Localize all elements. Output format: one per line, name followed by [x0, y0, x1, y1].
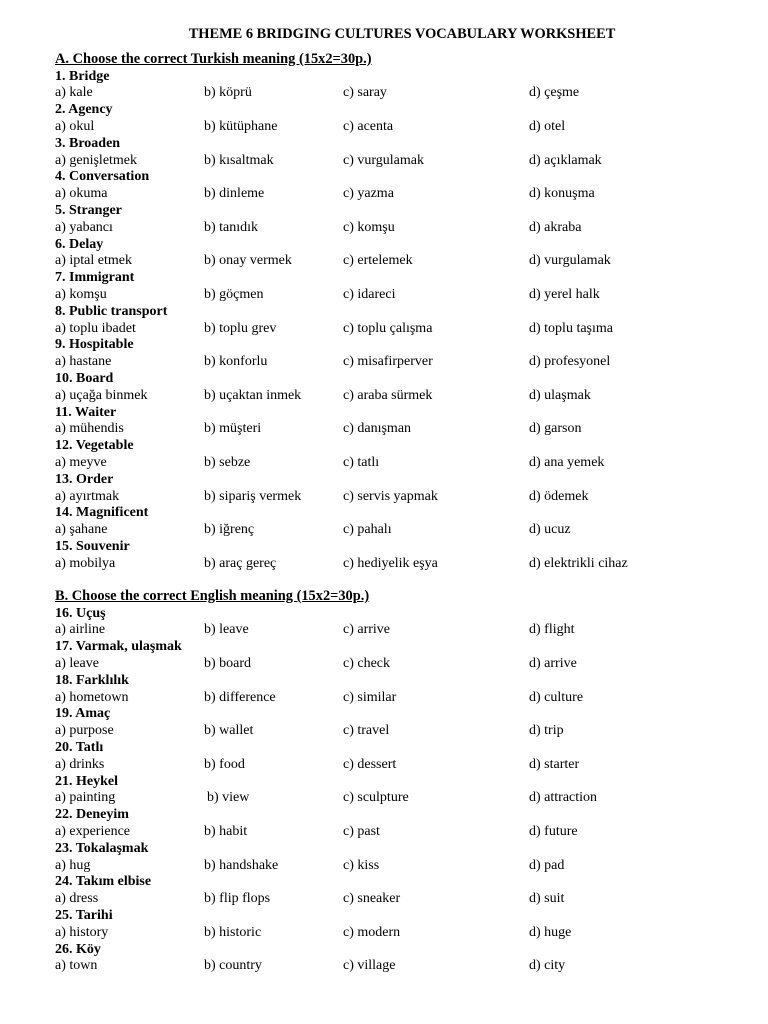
answer-option: c) servis yapmak: [343, 488, 438, 504]
answer-option: c) dessert: [343, 756, 397, 772]
answer-option: a) mobilya: [55, 555, 116, 571]
answer-option: a) toplu ibadet: [55, 320, 136, 336]
answer-option: a) purpose: [55, 723, 114, 739]
answer-option: d) attraction: [529, 790, 598, 806]
question-label: 5. Stranger: [55, 202, 122, 218]
question-label: 12. Vegetable: [55, 438, 134, 454]
answer-option: b) kısaltmak: [204, 152, 274, 168]
answer-option: b) göçmen: [204, 286, 264, 302]
answer-option: b) tanıdık: [204, 219, 259, 235]
answer-option: d) arrive: [529, 655, 577, 671]
answer-option: d) pad: [529, 857, 565, 873]
answer-option: c) idareci: [343, 286, 396, 302]
worksheet-title: THEME 6 BRIDGING CULTURES VOCABULARY WORKSHEET: [188, 26, 616, 42]
answer-option: d) ucuz: [529, 522, 571, 538]
question-label: 9. Hospitable: [55, 337, 134, 353]
question-label: 21. Heykel: [55, 773, 118, 789]
answer-option: d) future: [529, 823, 578, 839]
answer-option: d) konuşma: [529, 186, 595, 202]
answer-option: a) town: [55, 958, 98, 974]
answer-option: c) vurgulamak: [343, 152, 424, 168]
question-label: 23. Tokalaşmak: [55, 840, 149, 856]
answer-option: a) okul: [55, 118, 95, 134]
answer-option: d) suit: [529, 891, 565, 907]
answer-option: d) yerel halk: [529, 286, 600, 302]
answer-option: b) köprü: [204, 85, 252, 101]
answer-option: c) tatlı: [343, 454, 380, 470]
answer-option: b) historic: [204, 924, 262, 940]
answer-option: c) travel: [343, 723, 390, 739]
answer-option: b) habit: [204, 823, 248, 839]
answer-option: d) elektrikli cihaz: [529, 555, 628, 571]
question-label: 25. Tarihi: [55, 907, 113, 923]
answer-option: a) ayırtmak: [55, 488, 120, 504]
answer-option: c) hediyelik eşya: [343, 555, 438, 571]
question-label: 2. Agency: [55, 102, 113, 118]
answer-option: a) hug: [55, 857, 91, 873]
answer-option: c) danışman: [343, 421, 412, 437]
question-label: 1. Bridge: [55, 68, 110, 84]
question-label: 16. Uçuş: [55, 605, 106, 621]
answer-option: c) sculpture: [343, 790, 409, 806]
answer-option: a) experience: [55, 823, 130, 839]
answer-option: b) müşteri: [204, 421, 262, 437]
answer-option: c) kiss: [343, 857, 380, 873]
answer-option: b) wallet: [204, 723, 254, 739]
question-label: 18. Farklılık: [55, 672, 129, 688]
question-label: 3. Broaden: [55, 135, 121, 151]
answer-option: c) modern: [343, 924, 401, 940]
answer-option: c) check: [343, 655, 391, 671]
answer-option: d) culture: [529, 689, 584, 705]
answer-option: c) ertelemek: [343, 253, 413, 269]
answer-option: b) toplu grev: [204, 320, 277, 336]
answer-option: a) genişletmek: [55, 152, 138, 168]
answer-option: a) hastane: [55, 354, 112, 370]
answer-option: d) ana yemek: [529, 454, 605, 470]
answer-option: a) dress: [55, 891, 99, 907]
answer-option: d) starter: [529, 756, 580, 772]
answer-option: c) yazma: [343, 186, 394, 202]
question-label: 4. Conversation: [55, 169, 150, 185]
question-label: 20. Tatlı: [55, 739, 104, 755]
answer-option: d) vurgulamak: [529, 253, 611, 269]
answer-option: d) huge: [529, 924, 572, 940]
answer-option: c) saray: [343, 85, 387, 101]
answer-option: b) konforlu: [204, 354, 268, 370]
answer-option: c) araba sürmek: [343, 387, 433, 403]
answer-option: b) view: [207, 790, 250, 806]
answer-option: c) similar: [343, 689, 397, 705]
answer-option: a) komşu: [55, 286, 107, 302]
answer-option: c) arrive: [343, 622, 391, 638]
answer-option: d) otel: [529, 118, 566, 134]
answer-option: a) uçağa binmek: [55, 387, 148, 403]
answer-option: c) acenta: [343, 118, 394, 134]
question-label: 10. Board: [55, 370, 114, 386]
question-label: 26. Köy: [55, 941, 101, 957]
answer-option: c) past: [343, 823, 380, 839]
answer-option: b) dinleme: [204, 186, 265, 202]
answer-option: b) handshake: [204, 857, 279, 873]
answer-option: b) difference: [204, 689, 276, 705]
answer-option: b) iğrenç: [204, 522, 255, 538]
answer-option: a) history: [55, 924, 109, 940]
answer-option: d) çeşme: [529, 85, 580, 101]
answer-option: d) trip: [529, 723, 564, 739]
answer-option: b) uçaktan inmek: [204, 387, 302, 403]
question-label: 8. Public transport: [55, 303, 168, 319]
answer-option: a) şahane: [55, 522, 108, 538]
answer-option: c) village: [343, 958, 396, 974]
answer-option: a) okuma: [55, 186, 108, 202]
answer-option: a) meyve: [55, 454, 107, 470]
answer-option: a) mühendis: [55, 421, 124, 437]
answer-option: c) sneaker: [343, 891, 401, 907]
answer-option: d) flight: [529, 622, 575, 638]
answer-option: d) ödemek: [529, 488, 589, 504]
section-a-heading: A. Choose the correct Turkish meaning (15x2=30p.): [55, 51, 372, 67]
answer-option: d) açıklamak: [529, 152, 602, 168]
answer-option: a) iptal etmek: [55, 253, 132, 269]
answer-option: b) onay vermek: [204, 253, 292, 269]
question-label: 13. Order: [55, 471, 114, 487]
answer-option: d) city: [529, 958, 566, 974]
answer-option: a) airline: [55, 622, 106, 638]
question-label: 22. Deneyim: [55, 807, 129, 823]
answer-option: b) sebze: [204, 454, 251, 470]
answer-option: d) garson: [529, 421, 582, 437]
answer-option: a) kale: [55, 85, 93, 101]
answer-option: b) country: [204, 958, 262, 974]
answer-option: d) profesyonel: [529, 354, 611, 370]
question-label: 15. Souvenir: [55, 538, 130, 554]
question-label: 14. Magnificent: [55, 505, 149, 521]
answer-option: d) toplu taşıma: [529, 320, 613, 336]
answer-option: a) yabancı: [55, 219, 113, 235]
answer-option: c) komşu: [343, 219, 395, 235]
answer-option: d) ulaşmak: [529, 387, 591, 403]
answer-option: b) kütüphane: [204, 118, 278, 134]
question-label: 6. Delay: [55, 236, 104, 252]
answer-option: a) drinks: [55, 756, 105, 772]
answer-option: b) food: [204, 756, 245, 772]
question-label: 17. Varmak, ulaşmak: [55, 639, 182, 655]
answer-option: b) board: [204, 655, 252, 671]
answer-option: d) akraba: [529, 219, 582, 235]
question-label: 11. Waiter: [55, 404, 117, 420]
question-label: 7. Immigrant: [55, 270, 135, 286]
answer-option: b) flip flops: [204, 891, 271, 907]
answer-option: c) pahalı: [343, 522, 392, 538]
answer-option: b) sipariş vermek: [204, 488, 302, 504]
question-label: 24. Takım elbise: [55, 874, 152, 890]
answer-option: c) toplu çalışma: [343, 320, 433, 336]
question-label: 19. Amaç: [55, 706, 111, 722]
answer-option: a) painting: [55, 790, 116, 806]
answer-option: a) hometown: [55, 689, 129, 705]
answer-option: a) leave: [55, 655, 99, 671]
answer-option: b) leave: [204, 622, 249, 638]
answer-option: c) misafirperver: [343, 354, 433, 370]
section-b-heading: B. Choose the correct English meaning (15x2=30p.): [55, 588, 370, 604]
answer-option: b) araç gereç: [204, 555, 277, 571]
